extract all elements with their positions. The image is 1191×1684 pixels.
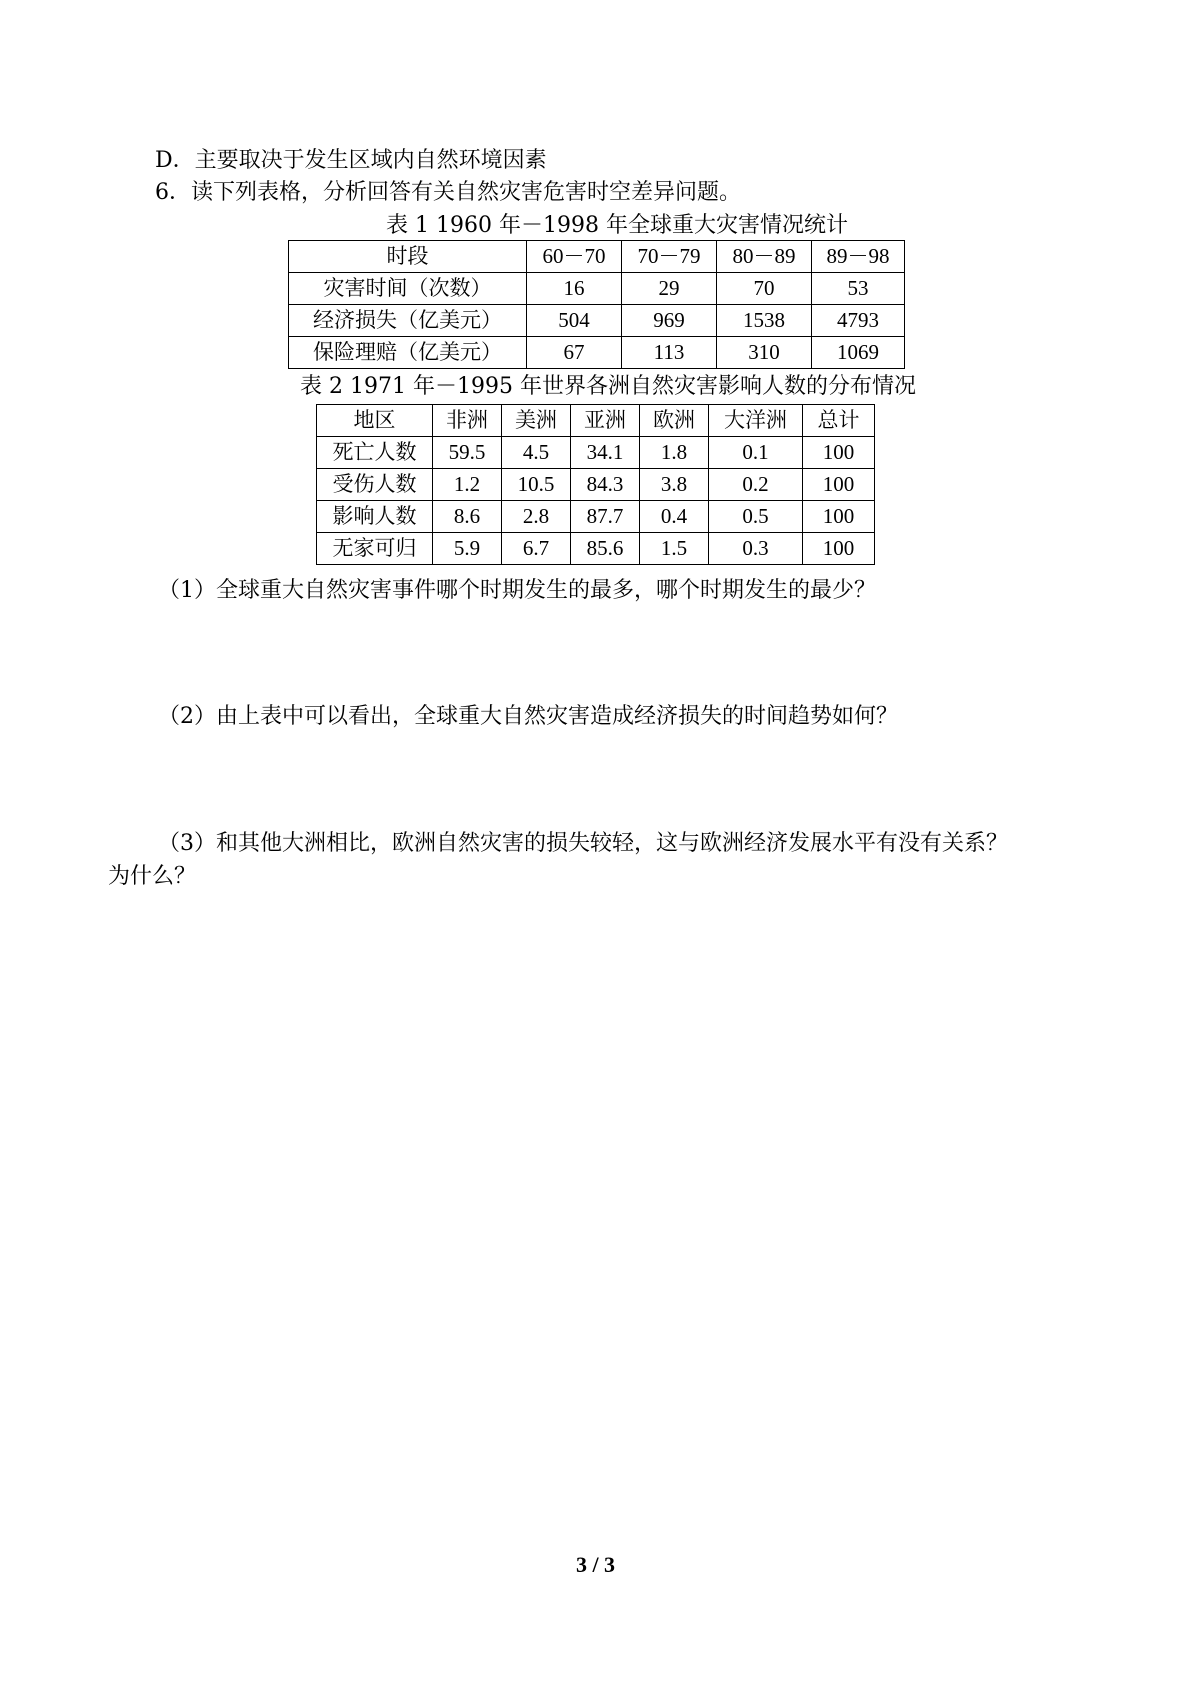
table-row — [317, 501, 875, 533]
table1-cell: 保险理赔（亿美元） — [289, 337, 527, 369]
table1-cell: 70 — [717, 273, 812, 305]
table1-cell: 4793 — [812, 305, 905, 337]
table1-cell: 53 — [812, 273, 905, 305]
table2-cell: 84.3 — [571, 469, 640, 501]
table2-cell: 0.1 — [709, 437, 803, 469]
table2-header-row — [317, 405, 875, 437]
table1-cell: 1538 — [717, 305, 812, 337]
table2-cell: 0.4 — [640, 501, 709, 533]
table1-cell: 29 — [622, 273, 717, 305]
table2-cell: 10.5 — [502, 469, 571, 501]
table-row — [317, 533, 875, 565]
table1-header-cell: 70－79 — [622, 241, 717, 273]
table2-cell: 1.5 — [640, 533, 709, 565]
page-number: 3 / 3 — [575, 1552, 616, 1577]
sub-question-3-line-1: （3）和其他大洲相比，欧洲自然灾害的损失较轻，这与欧洲经济发展水平有没有关系？ — [158, 831, 1008, 856]
table1-cell: 504 — [527, 305, 622, 337]
table2-cell: 59.5 — [433, 437, 502, 469]
table1-header-cell: 89－98 — [812, 241, 905, 273]
sub-question-2: （2）由上表中可以看出，全球重大自然灾害造成经济损失的时间趋势如何？ — [158, 704, 898, 729]
table-row — [317, 437, 875, 469]
table2-header-cell: 地区 — [317, 405, 433, 437]
table2-header-cell: 大洋洲 — [709, 405, 803, 437]
table2-cell: 100 — [803, 469, 875, 501]
table2-header-cell: 欧洲 — [640, 405, 709, 437]
table2-cell: 0.3 — [709, 533, 803, 565]
table1-cell: 969 — [622, 305, 717, 337]
table2-cell: 100 — [803, 501, 875, 533]
table1-caption: 表 1 1960 年－1998 年全球重大灾害情况统计 — [386, 213, 848, 238]
table2 — [316, 404, 875, 565]
table2-cell: 5.9 — [433, 533, 502, 565]
table2-header-cell: 亚洲 — [571, 405, 640, 437]
table2-header-cell: 美洲 — [502, 405, 571, 437]
table-row — [289, 273, 905, 305]
table2-cell: 1.2 — [433, 469, 502, 501]
table1-cell: 113 — [622, 337, 717, 369]
table-row — [289, 337, 905, 369]
table2-cell: 0.5 — [709, 501, 803, 533]
table1-cell: 16 — [527, 273, 622, 305]
table2-cell: 3.8 — [640, 469, 709, 501]
table1-cell: 1069 — [812, 337, 905, 369]
table1-header-cell: 80－89 — [717, 241, 812, 273]
table2-cell: 34.1 — [571, 437, 640, 469]
table2-header-cell: 非洲 — [433, 405, 502, 437]
table2-caption: 表 2 1971 年－1995 年世界各洲自然灾害影响人数的分布情况 — [300, 374, 916, 399]
table2-header-cell: 总计 — [803, 405, 875, 437]
table2-cell: 影响人数 — [317, 501, 433, 533]
table2-cell: 0.2 — [709, 469, 803, 501]
table2-cell: 4.5 — [502, 437, 571, 469]
table1-cell: 310 — [717, 337, 812, 369]
table2-cell: 100 — [803, 533, 875, 565]
table1 — [288, 240, 905, 369]
table1-header-row — [289, 241, 905, 273]
table2-cell: 87.7 — [571, 501, 640, 533]
table2-cell: 受伤人数 — [317, 469, 433, 501]
table2-cell: 1.8 — [640, 437, 709, 469]
table1-header-cell: 60－70 — [527, 241, 622, 273]
table2-cell: 100 — [803, 437, 875, 469]
sub-question-1: （1）全球重大自然灾害事件哪个时期发生的最多，哪个时期发生的最少？ — [158, 578, 876, 603]
sub-question-3-line-2: 为什么？ — [108, 864, 197, 889]
table2-cell: 无家可归 — [317, 533, 433, 565]
table2-cell: 8.6 — [433, 501, 502, 533]
table-row — [289, 305, 905, 337]
table2-cell: 6.7 — [502, 533, 571, 565]
table1-cell: 经济损失（亿美元） — [289, 305, 527, 337]
table1-cell: 67 — [527, 337, 622, 369]
table1-header-cell: 时段 — [289, 241, 527, 273]
table2-cell: 2.8 — [502, 501, 571, 533]
table1-cell: 灾害时间（次数） — [289, 273, 527, 305]
question-6: 6．读下列表格，分析回答有关自然灾害危害时空差异问题。 — [155, 180, 741, 205]
table2-cell: 85.6 — [571, 533, 640, 565]
table-row — [317, 469, 875, 501]
table2-cell: 死亡人数 — [317, 437, 433, 469]
option-d: D．主要取决于发生区域内自然环境因素 — [155, 148, 547, 173]
